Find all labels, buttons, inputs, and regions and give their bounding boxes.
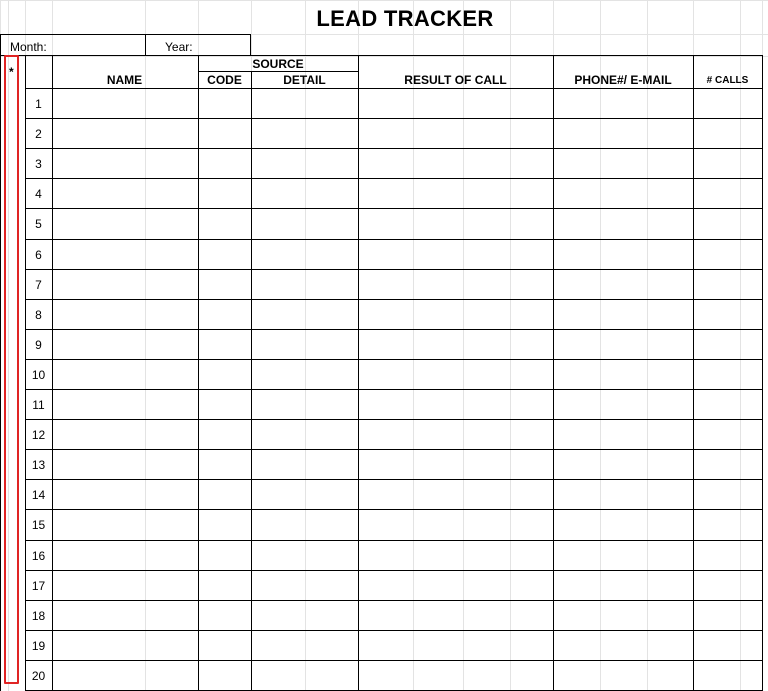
row-number: 18 xyxy=(31,609,46,623)
column-highlight-box xyxy=(4,55,19,684)
month-field[interactable] xyxy=(52,36,144,56)
row-number: 5 xyxy=(35,217,42,231)
table-row[interactable] xyxy=(52,330,762,359)
row-number: 1 xyxy=(35,97,42,111)
row-number: 7 xyxy=(35,278,42,292)
row-number: 14 xyxy=(31,488,46,502)
row-number: 8 xyxy=(35,308,42,322)
table-row[interactable] xyxy=(52,571,762,600)
column-header-marker: * xyxy=(9,65,14,79)
row-number: 2 xyxy=(35,127,42,141)
column-header-phone-email: PHONE#/ E-MAIL xyxy=(574,73,672,87)
table-row[interactable] xyxy=(52,631,762,660)
row-number: 6 xyxy=(35,248,42,262)
table-row[interactable] xyxy=(52,510,762,539)
table-row[interactable] xyxy=(52,240,762,269)
table-row[interactable] xyxy=(52,450,762,479)
row-number: 20 xyxy=(31,669,46,683)
table-row[interactable] xyxy=(52,661,762,690)
table-row[interactable] xyxy=(52,270,762,299)
column-header-code: CODE xyxy=(207,73,242,87)
row-number: 10 xyxy=(31,368,46,382)
table-row[interactable] xyxy=(52,601,762,630)
row-number: 16 xyxy=(31,549,46,563)
sheet-title: LEAD TRACKER xyxy=(316,6,494,31)
table-row[interactable] xyxy=(52,179,762,208)
row-number: 19 xyxy=(31,639,46,653)
table-row[interactable] xyxy=(52,360,762,389)
column-header-result: RESULT OF CALL xyxy=(404,73,507,87)
row-number: 4 xyxy=(35,187,42,201)
year-label: Year: xyxy=(165,40,193,54)
table-row[interactable] xyxy=(52,480,762,509)
row-number: 12 xyxy=(31,428,46,442)
row-number: 9 xyxy=(35,338,42,352)
year-field[interactable] xyxy=(198,36,250,56)
row-number: 3 xyxy=(35,157,42,171)
table-row[interactable] xyxy=(52,89,762,118)
table-row[interactable] xyxy=(52,149,762,178)
table-row[interactable] xyxy=(52,541,762,570)
table-row[interactable] xyxy=(52,300,762,329)
row-number: 15 xyxy=(31,518,46,532)
column-header-detail: DETAIL xyxy=(283,73,326,87)
column-header-calls: # CALLS xyxy=(706,75,749,86)
column-header-name: NAME xyxy=(106,73,143,87)
table-row[interactable] xyxy=(52,420,762,449)
table-row[interactable] xyxy=(52,390,762,419)
column-header-source: SOURCE xyxy=(252,57,304,71)
row-number: 11 xyxy=(32,398,45,412)
row-number: 13 xyxy=(31,458,46,472)
table-row[interactable] xyxy=(52,119,762,148)
month-label: Month: xyxy=(10,40,47,54)
table-row[interactable] xyxy=(52,209,762,238)
row-number: 17 xyxy=(31,579,46,593)
